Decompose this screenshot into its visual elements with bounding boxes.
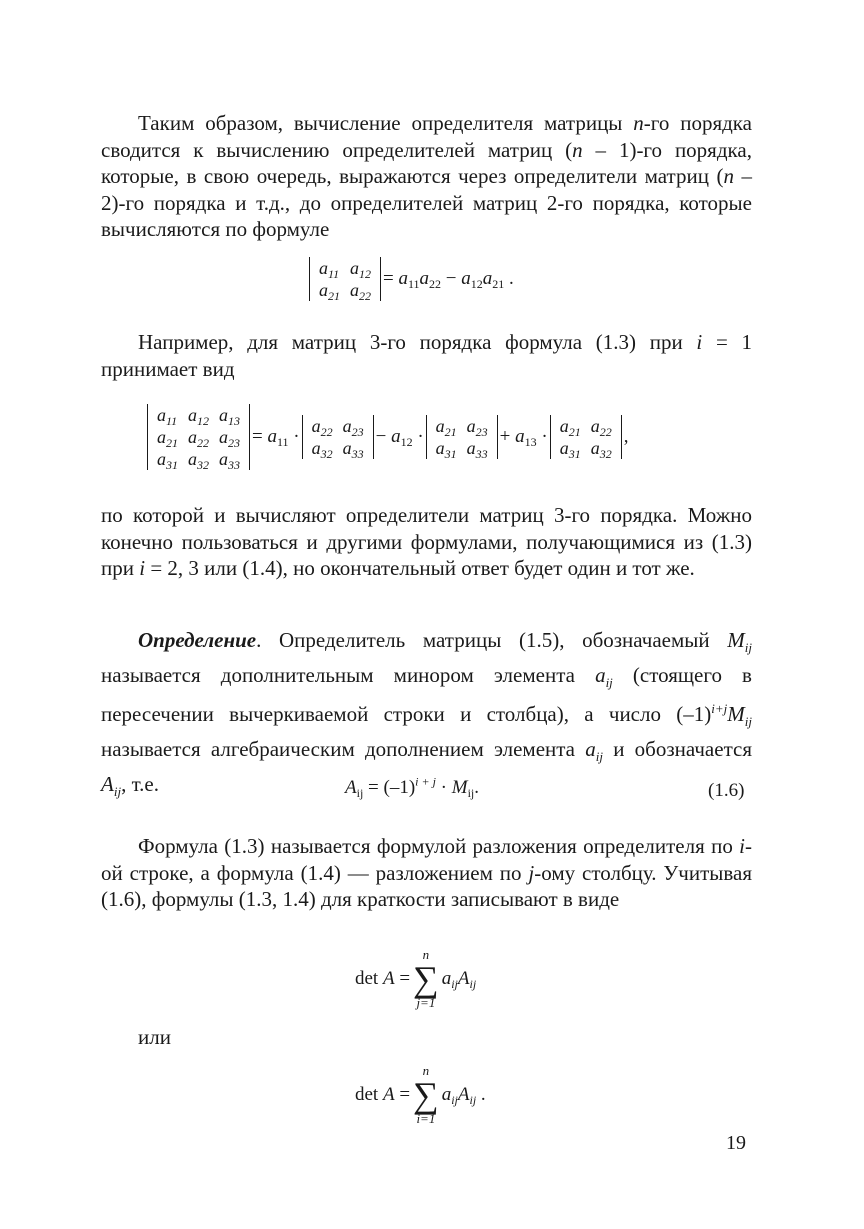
variable-n: n	[723, 164, 734, 188]
variable-n: n	[572, 137, 583, 162]
definition-term: Определение	[138, 628, 257, 652]
variable-i: i	[739, 834, 745, 858]
minor-12: $a_{21}$ $a_{23}$ $a_{31}$ $a_{33}$	[426, 415, 498, 459]
formula-rhs: = $a_{11}a_{22} - a_{12}a_{21}$ .	[383, 268, 514, 291]
variable-i: i	[696, 330, 703, 354]
text-run: Например, для матриц 3-го порядка формула (1.3) при	[138, 330, 697, 354]
paragraph-determinant-reduction	[101, 110, 752, 243]
equation-number: (1.6)	[708, 780, 745, 801]
formula-column-expansion: det A = n ∑ i=1 $a_{ij}A_{ij}$ .	[355, 1063, 486, 1126]
paragraph-example	[101, 329, 752, 382]
text-run: -го порядка сводится к вычислению определителей матриц (	[101, 111, 753, 162]
page-number: 19	[726, 1132, 746, 1154]
minor-13: $a_{21}$ $a_{22}$ $a_{31}$ $a_{32}$	[550, 415, 622, 459]
variable-n: n	[633, 111, 644, 135]
text-run: – 1)-го порядка, которые, в свою очередь, выражаются через определители матриц (	[101, 137, 752, 188]
formula-cofactor: $A_{ij} = (-1)^{i + j} \cdot M_{ij}$.	[345, 774, 479, 800]
variable-i: i	[139, 556, 146, 580]
determinant-2x2: $a_{11}$ $a_{12}$ $a_{21}$ $a_{22}$	[309, 257, 381, 301]
text-run: Таким образом, вычисление определителя матрицы	[138, 111, 634, 135]
determinant-3x3: $a_{11}$ $a_{12}$ $a_{13}$ $a_{21}$ $a_{22}$ $a_{23}$ $a_{31}$ $a_{32}$ $a_{33}$	[147, 404, 250, 470]
summation-sign: n ∑ j=1	[413, 947, 439, 1010]
text-run: Формула (1.3) называется формулой разложения определителя по	[138, 834, 740, 858]
text-run: – 2)-го порядка и т.д., до определителей матриц 2-го порядка, которые вычисляются по формуле	[101, 164, 753, 241]
formula-det-2x2	[307, 257, 514, 301]
formula-det-3x3-expansion: $a_{11}$ $a_{12}$ $a_{13}$ $a_{21}$ $a_{22}$ $a_{23}$ $a_{31}$ $a_{32}$ $a_{33}$ = $a_{11}$ · $a_{22}$ $a_{23}$ $a_{32}$ $a_{33}$ − $a_{12}$ · $a_{21}$ $a_{23}$ $a_{31}$ $a_{33}$ + $a_{13}$ · $a_{21}$ $a_{22}$ $a_{31}$ $a_{32}$ ,	[145, 404, 628, 470]
text-run: = 1 принимает вид	[101, 330, 753, 381]
text-run: -ому столбцу. Учитывая (1.6), формулы (1.3, 1.4) для краткости записывают в виде	[101, 860, 752, 911]
minor-11: $a_{22}$ $a_{23}$ $a_{32}$ $a_{33}$	[302, 415, 374, 459]
paragraph-expansion	[101, 833, 752, 913]
formula-row-expansion: det A = n ∑ j=1 $a_{ij}A_{ij}$	[355, 947, 477, 1010]
text-run: по которой и вычисляют определители матриц 3-го порядка. Можно конечно пользоваться и другими формулами, получающимися из (1.3) при	[101, 503, 752, 580]
text-run: -ой строке, а формула (1.4) — разложением по	[101, 834, 752, 885]
variable-j: j	[528, 860, 535, 885]
word-or: или	[138, 1025, 171, 1049]
text-run: = 2, 3 или (1.4), но окончательный ответ будет один и тот же.	[145, 556, 695, 580]
paragraph-definition: Определение. Определитель матрицы (1.5), обозначаемый $M_{ij}$ называется дополнительным минором элемента $a_{ij}$ (стоящего в пересечении вычеркиваемой строки и столбца), а число $(-1)^{i+j}M_{ij}$ называется алгебраическим дополнением элемента $a_{ij}$ и обозначается $A_{ij}$, т.е.	[101, 628, 752, 799]
summation-sign: n ∑ i=1	[413, 1063, 439, 1126]
paragraph-other-formulas	[101, 502, 752, 582]
